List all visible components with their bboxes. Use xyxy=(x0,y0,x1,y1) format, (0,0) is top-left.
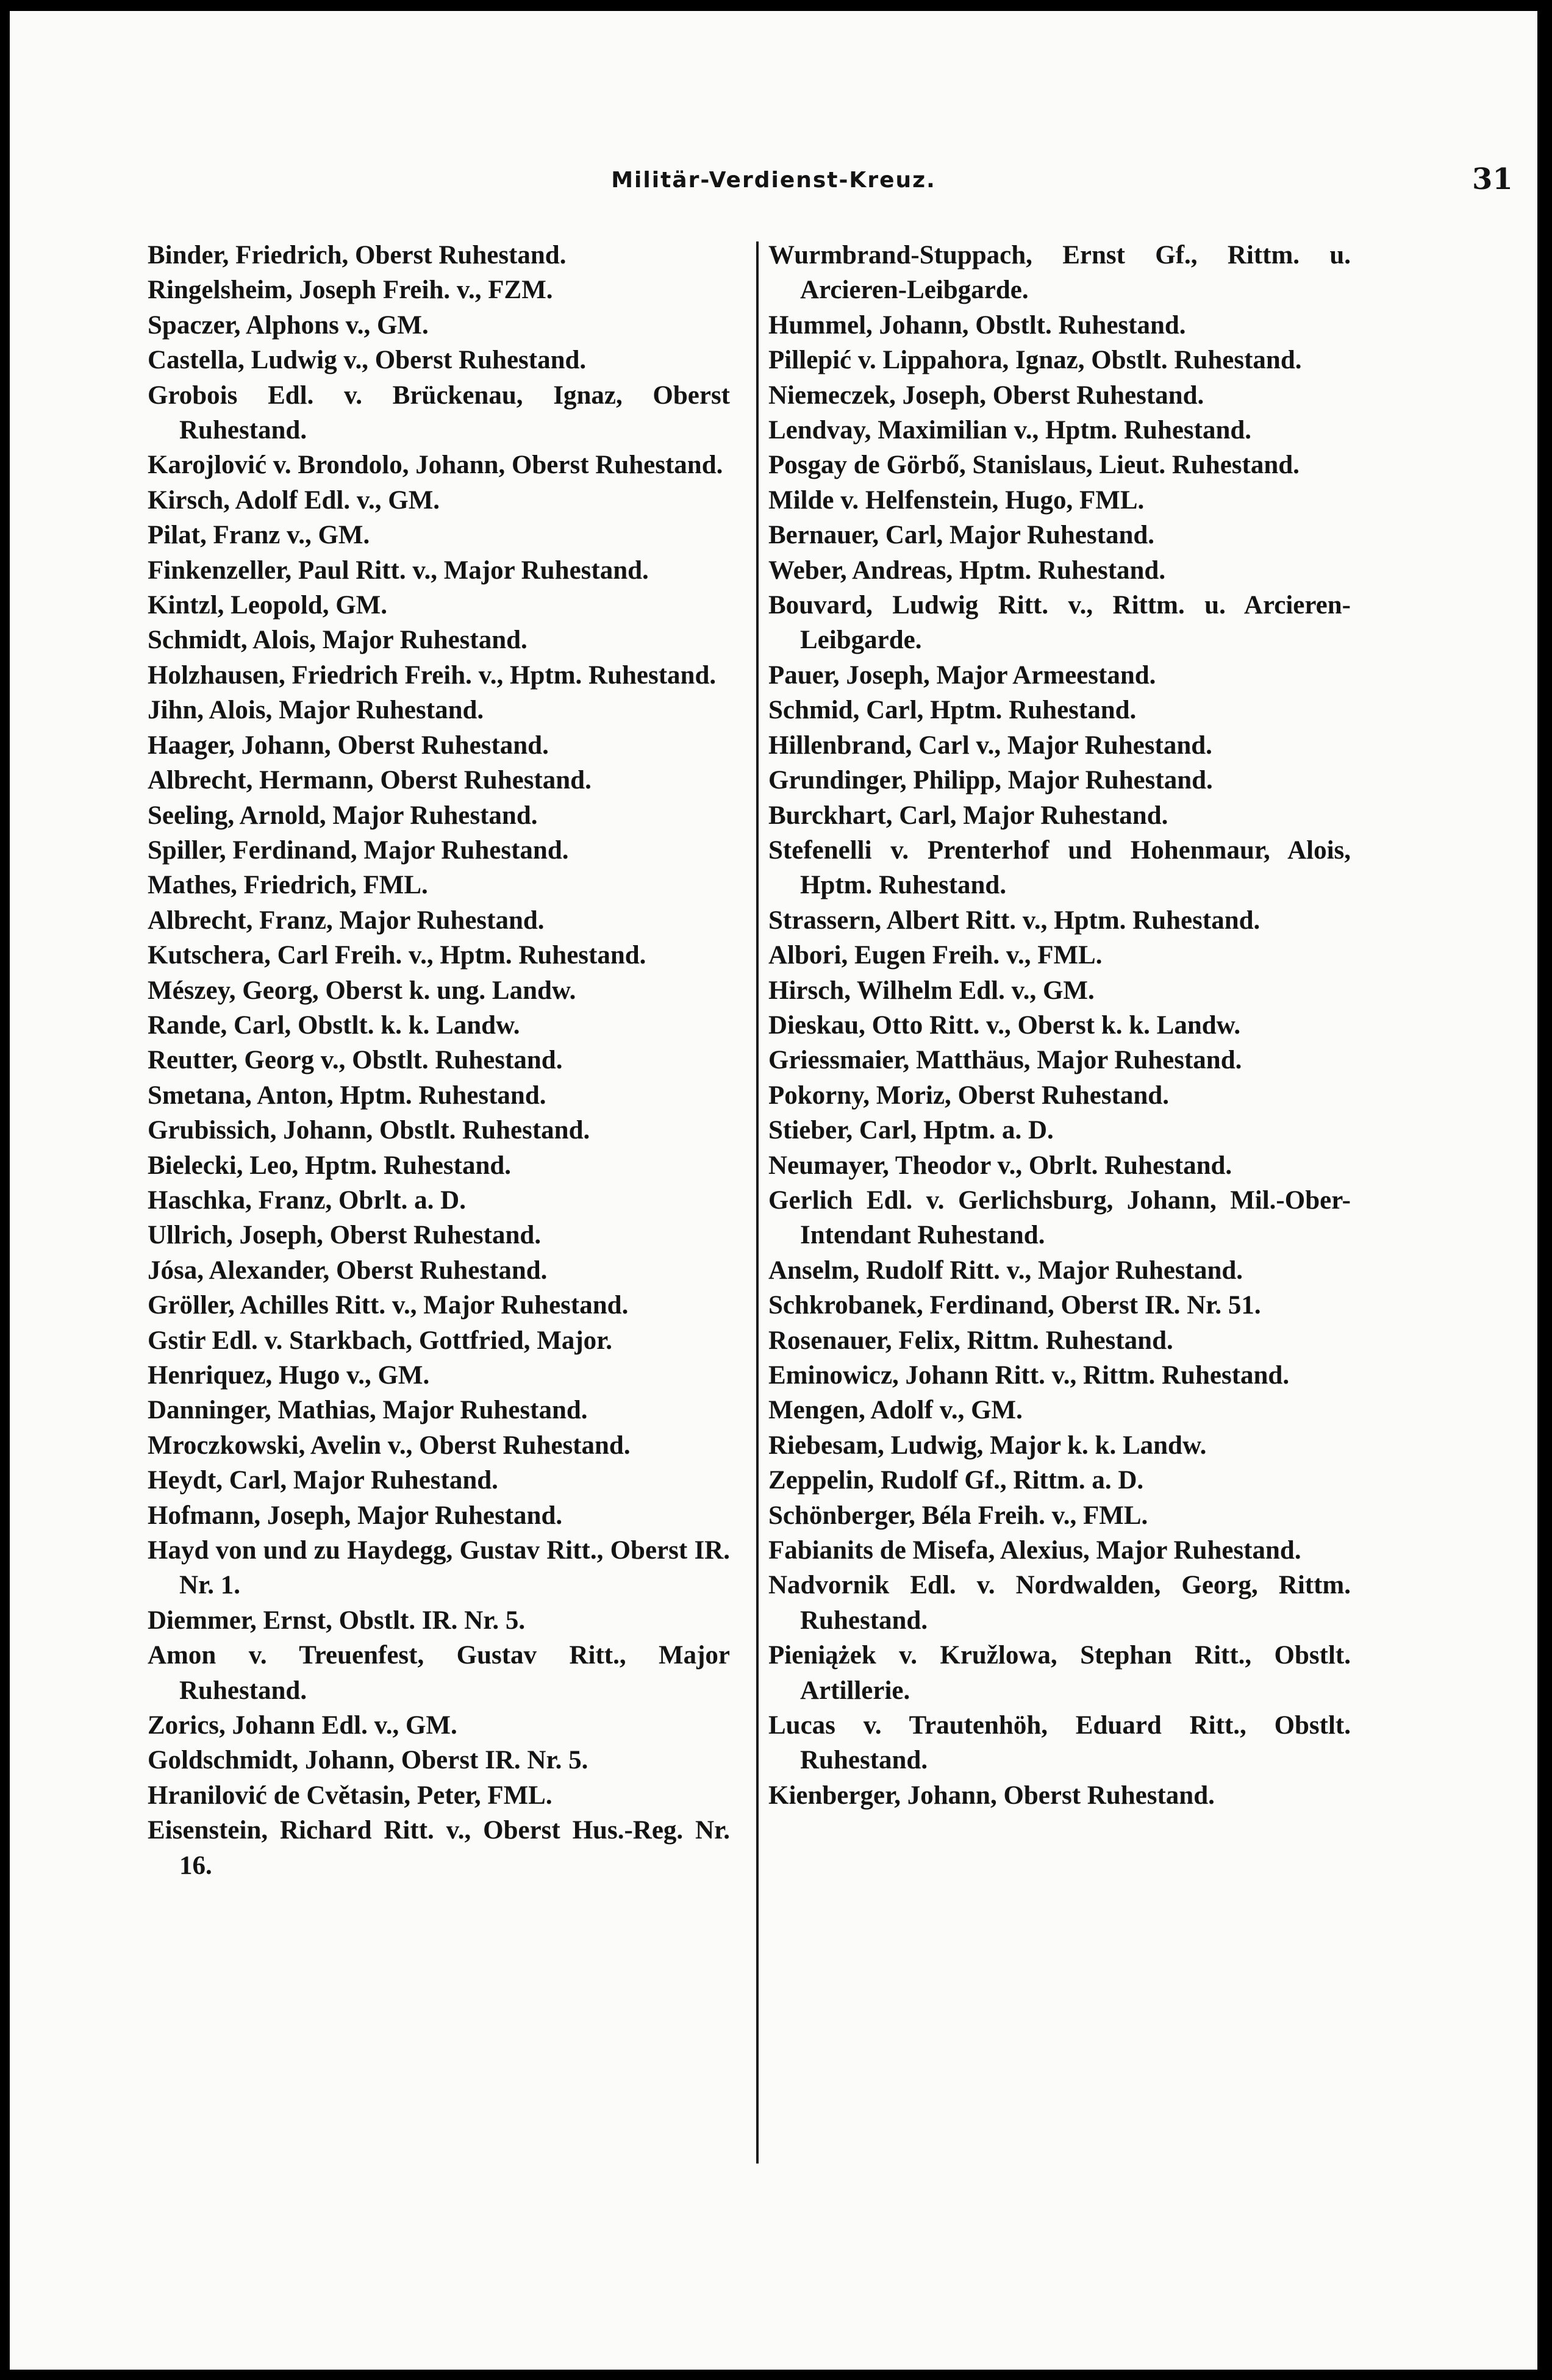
list-entry: Rosenauer, Felix, Rittm. Ruhestand. xyxy=(768,1326,1173,1355)
list-entry: Smetana, Anton, Hptm. Ruhestand. xyxy=(148,1081,546,1110)
running-header: Militär-Verdienst-Kreuz. xyxy=(611,168,936,193)
list-entry: Grundinger, Philipp, Major Ruhestand. xyxy=(768,766,1213,795)
list-entry: Ringelsheim, Joseph Freih. v., FZM. xyxy=(148,276,553,305)
list-entry: Pokorny, Moriz, Oberst Ruhestand. xyxy=(768,1081,1169,1110)
list-entry: Haschka, Franz, Obrlt. a. D. xyxy=(148,1185,466,1215)
list-entry: Jihn, Alois, Major Ruhestand. xyxy=(148,696,484,725)
list-entry: Hayd von und zu Haydegg, Gustav Ritt., Oberst IR. Nr. 1. xyxy=(148,1536,730,1600)
list-entry: Kintzl, Leopold, GM. xyxy=(148,591,387,620)
list-entry: Eisenstein, Richard Ritt. v., Oberst Hus.-Reg. Nr. 16. xyxy=(148,1816,730,1880)
list-entry: Weber, Andreas, Hptm. Ruhestand. xyxy=(768,556,1166,585)
list-entry: Riebesam, Ludwig, Major k. k. Landw. xyxy=(768,1431,1207,1460)
list-entry: Pilat, Franz v., GM. xyxy=(148,521,370,550)
list-entry: Hillenbrand, Carl v., Major Ruhestand. xyxy=(768,731,1212,760)
list-entry: Ullrich, Joseph, Oberst Ruhestand. xyxy=(148,1221,542,1250)
book-page xyxy=(10,11,1537,2370)
list-entry: Mathes, Friedrich, FML. xyxy=(148,871,428,900)
list-entry: Eminowicz, Johann Ritt. v., Rittm. Ruhestand. xyxy=(768,1361,1290,1390)
list-entry: Gröller, Achilles Ritt. v., Major Ruhestand. xyxy=(148,1291,629,1320)
list-entry: Hummel, Johann, Obstlt. Ruhestand. xyxy=(768,310,1186,340)
list-entry: Stefenelli v. Prenterhof und Hohenmaur, Alois, Hptm. Ruhestand. xyxy=(768,835,1351,900)
list-entry: Bernauer, Carl, Major Ruhestand. xyxy=(768,521,1155,550)
list-entry: Schkrobanek, Ferdinand, Oberst IR. Nr. 51. xyxy=(768,1291,1261,1320)
list-entry: Binder, Friedrich, Oberst Ruhestand. xyxy=(148,241,567,270)
list-entry: Heydt, Carl, Major Ruhestand. xyxy=(148,1466,498,1495)
list-entry: Kirsch, Adolf Edl. v., GM. xyxy=(148,485,440,515)
list-entry: Stieber, Carl, Hptm. a. D. xyxy=(768,1116,1054,1145)
page-number: 31 xyxy=(1472,162,1513,196)
column-divider xyxy=(756,241,759,2164)
left-column xyxy=(148,238,730,1883)
list-entry: Haager, Johann, Oberst Ruhestand. xyxy=(148,731,549,760)
list-entry: Amon v. Treuenfest, Gustav Ritt., Major Ruhestand. xyxy=(148,1641,730,1705)
list-entry: Anselm, Rudolf Ritt. v., Major Ruhestand. xyxy=(768,1256,1243,1285)
list-entry: Bouvard, Ludwig Ritt. v., Rittm. u. Arcieren-Leibgarde. xyxy=(768,591,1351,655)
list-entry: Nadvornik Edl. v. Nordwalden, Georg, Rittm. Ruhestand. xyxy=(768,1571,1351,1635)
list-entry: Dieskau, Otto Ritt. v., Oberst k. k. Landw. xyxy=(768,1010,1241,1040)
list-entry: Albori, Eugen Freih. v., FML. xyxy=(768,941,1103,970)
list-entry: Diemmer, Ernst, Obstlt. IR. Nr. 5. xyxy=(148,1606,526,1635)
list-entry: Karojlović v. Brondolo, Johann, Oberst Ruhestand. xyxy=(148,451,723,480)
list-entry: Albrecht, Hermann, Oberst Ruhestand. xyxy=(148,766,592,795)
list-entry: Spaczer, Alphons v., GM. xyxy=(148,310,429,340)
list-entry: Hranilović de Cvětasin, Peter, FML. xyxy=(148,1781,552,1810)
list-entry: Grubissich, Johann, Obstlt. Ruhestand. xyxy=(148,1116,590,1145)
right-column xyxy=(768,238,1351,1813)
list-entry: Niemeczek, Joseph, Oberst Ruhestand. xyxy=(768,381,1204,410)
list-entry: Schmid, Carl, Hptm. Ruhestand. xyxy=(768,696,1137,725)
list-entry: Posgay de Görbő, Stanislaus, Lieut. Ruhestand. xyxy=(768,451,1300,480)
list-entry: Bielecki, Leo, Hptm. Ruhestand. xyxy=(148,1151,512,1180)
list-entry: Lendvay, Maximilian v., Hptm. Ruhestand. xyxy=(768,416,1252,445)
list-entry: Jósa, Alexander, Oberst Ruhestand. xyxy=(148,1256,548,1285)
list-entry: Gerlich Edl. v. Gerlichsburg, Johann, Mil.-Ober-Intendant Ruhestand. xyxy=(768,1185,1351,1250)
list-entry: Grobois Edl. v. Brückenau, Ignaz, Oberst Ruhestand. xyxy=(148,381,730,445)
list-entry: Strassern, Albert Ritt. v., Hptm. Ruhestand. xyxy=(768,906,1261,935)
list-entry: Reutter, Georg v., Obstlt. Ruhestand. xyxy=(148,1046,563,1075)
list-entry: Mengen, Adolf v., GM. xyxy=(768,1396,1023,1425)
list-entry: Schmidt, Alois, Major Ruhestand. xyxy=(148,626,527,655)
list-entry: Mészey, Georg, Oberst k. ung. Landw. xyxy=(148,976,576,1005)
list-entry: Wurmbrand-Stuppach, Ernst Gf., Rittm. u. Arcieren-Leibgarde. xyxy=(768,241,1351,305)
list-entry: Danninger, Mathias, Major Ruhestand. xyxy=(148,1396,588,1425)
list-entry: Gstir Edl. v. Starkbach, Gottfried, Major. xyxy=(148,1326,613,1355)
list-entry: Seeling, Arnold, Major Ruhestand. xyxy=(148,801,538,830)
list-entry: Griessmaier, Matthäus, Major Ruhestand. xyxy=(768,1046,1242,1075)
list-entry: Kutschera, Carl Freih. v., Hptm. Ruhestand. xyxy=(148,941,646,970)
list-entry: Hirsch, Wilhelm Edl. v., GM. xyxy=(768,976,1095,1005)
list-entry: Burckhart, Carl, Major Ruhestand. xyxy=(768,801,1168,830)
list-entry: Spiller, Ferdinand, Major Ruhestand. xyxy=(148,835,569,865)
list-entry: Hofmann, Joseph, Major Ruhestand. xyxy=(148,1501,563,1530)
list-entry: Pauer, Joseph, Major Armeestand. xyxy=(768,660,1156,690)
list-entry: Milde v. Helfenstein, Hugo, FML. xyxy=(768,485,1145,515)
list-entry: Zeppelin, Rudolf Gf., Rittm. a. D. xyxy=(768,1466,1144,1495)
list-entry: Goldschmidt, Johann, Oberst IR. Nr. 5. xyxy=(148,1746,588,1775)
list-entry: Rande, Carl, Obstlt. k. k. Landw. xyxy=(148,1010,520,1040)
list-entry: Albrecht, Franz, Major Ruhestand. xyxy=(148,906,545,935)
list-entry: Castella, Ludwig v., Oberst Ruhestand. xyxy=(148,346,587,375)
list-entry: Pieniążek v. Kružlowa, Stephan Ritt., Obstlt. Artillerie. xyxy=(768,1641,1351,1705)
list-entry: Neumayer, Theodor v., Obrlt. Ruhestand. xyxy=(768,1151,1232,1180)
list-entry: Henriquez, Hugo v., GM. xyxy=(148,1361,430,1390)
list-entry: Mroczkowski, Avelin v., Oberst Ruhestand. xyxy=(148,1431,631,1460)
list-entry: Schönberger, Béla Freih. v., FML. xyxy=(768,1501,1148,1530)
list-entry: Kienberger, Johann, Oberst Ruhestand. xyxy=(768,1781,1215,1810)
list-entry: Lucas v. Trautenhöh, Eduard Ritt., Obstlt. Ruhestand. xyxy=(768,1711,1351,1775)
list-entry: Holzhausen, Friedrich Freih. v., Hptm. Ruhestand. xyxy=(148,660,717,690)
list-entry: Fabianits de Misefa, Alexius, Major Ruhestand. xyxy=(768,1536,1301,1565)
list-entry: Zorics, Johann Edl. v., GM. xyxy=(148,1711,457,1740)
list-entry: Finkenzeller, Paul Ritt. v., Major Ruhestand. xyxy=(148,556,649,585)
list-entry: Pillepić v. Lippahora, Ignaz, Obstlt. Ruhestand. xyxy=(768,346,1302,375)
